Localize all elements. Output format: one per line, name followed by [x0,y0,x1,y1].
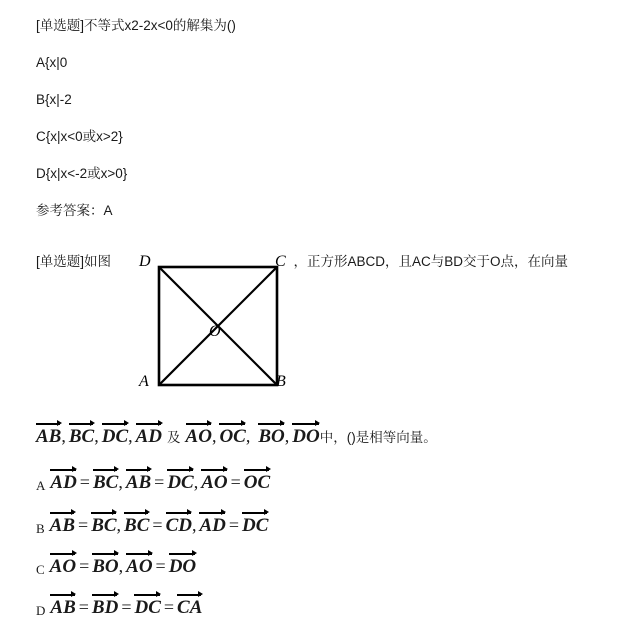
option-b-g1-right: BC [91,509,116,535]
option-c-letter: C [36,562,45,577]
question-2-option-b: B AB = BC, BC = CD, AD = DC [36,509,268,537]
question-1-option-c: C{x|x<0或x>2} [36,129,123,144]
vertex-label-d: D [139,253,151,270]
vector-dc: DC [102,420,128,446]
option-b-g1-left: AB [50,509,75,535]
vertex-label-a: A [139,373,149,390]
vector-ao: AO [186,420,212,446]
question-1-answer: 参考答案：A [36,203,113,218]
vector-do: DO [292,420,319,446]
question-2-option-a: A AD = BC, AB = DC, AO = OC [36,466,270,494]
vector-bc: BC [69,420,94,446]
option-d-g1-right: BD [92,591,118,617]
option-a-g1-left: AD [50,466,76,492]
option-b-g2-right: CD [166,509,192,535]
vector-ab: AB [36,420,61,446]
question-2-stem-before: [单选题]如图 [36,254,112,270]
option-b-g3-left: AD [199,509,225,535]
question-2-option-d: D AB = BD = DC = CA [36,591,202,619]
question-1-block [36,16,616,238]
option-a-g3-left: AO [201,466,227,492]
question-1-stem: [单选题]不等式x2-2x<0的解集为() [36,18,236,33]
option-d-letter: D [36,603,46,618]
vertex-label-b: B [276,373,286,390]
question-2-vector-list: AB, BC, DC, AD 及 AO, OC, BO, DO中，()是相等向量。 [36,420,437,448]
option-a-g1-right: BC [93,466,118,492]
option-c-g1-right: BO [92,550,118,576]
vector-list-tail: 中，()是相等向量。 [319,430,437,445]
option-b-g3-right: DC [242,509,268,535]
center-label-o: O [209,323,221,340]
vector-list-conjunction: 及 [167,430,181,445]
option-d-g3-right: CA [177,591,202,617]
question-2-stem-after: ，正方形ABCD，且AC与BD交于O点，在向量 [293,254,569,270]
option-d-g1-left: AB [50,591,75,617]
question-1-option-b: B{x|-2 [36,92,72,107]
option-b-letter: B [36,521,45,536]
option-a-g2-left: AB [126,466,151,492]
option-c-g2-right: DO [169,550,196,576]
option-a-g2-right: DC [167,466,193,492]
square-figure-svg [135,255,315,400]
vertex-label-c: C [275,253,286,270]
option-d-g2-right: DC [134,591,160,617]
option-a-g3-right: OC [244,466,270,492]
question-2-option-c: C AO = BO, AO = DO [36,550,196,578]
vector-oc: OC [219,420,245,446]
vector-bo: BO [258,420,284,446]
question-1-option-a: A{x|0 [36,55,68,70]
square-figure [135,255,315,400]
question-1-option-d: D{x|x<-2或x>0} [36,166,128,181]
option-c-g1-left: AO [50,550,76,576]
option-c-g2-left: AO [126,550,152,576]
vector-ad: AD [136,420,162,446]
option-a-letter: A [36,478,46,493]
option-b-g2-left: BC [124,509,149,535]
